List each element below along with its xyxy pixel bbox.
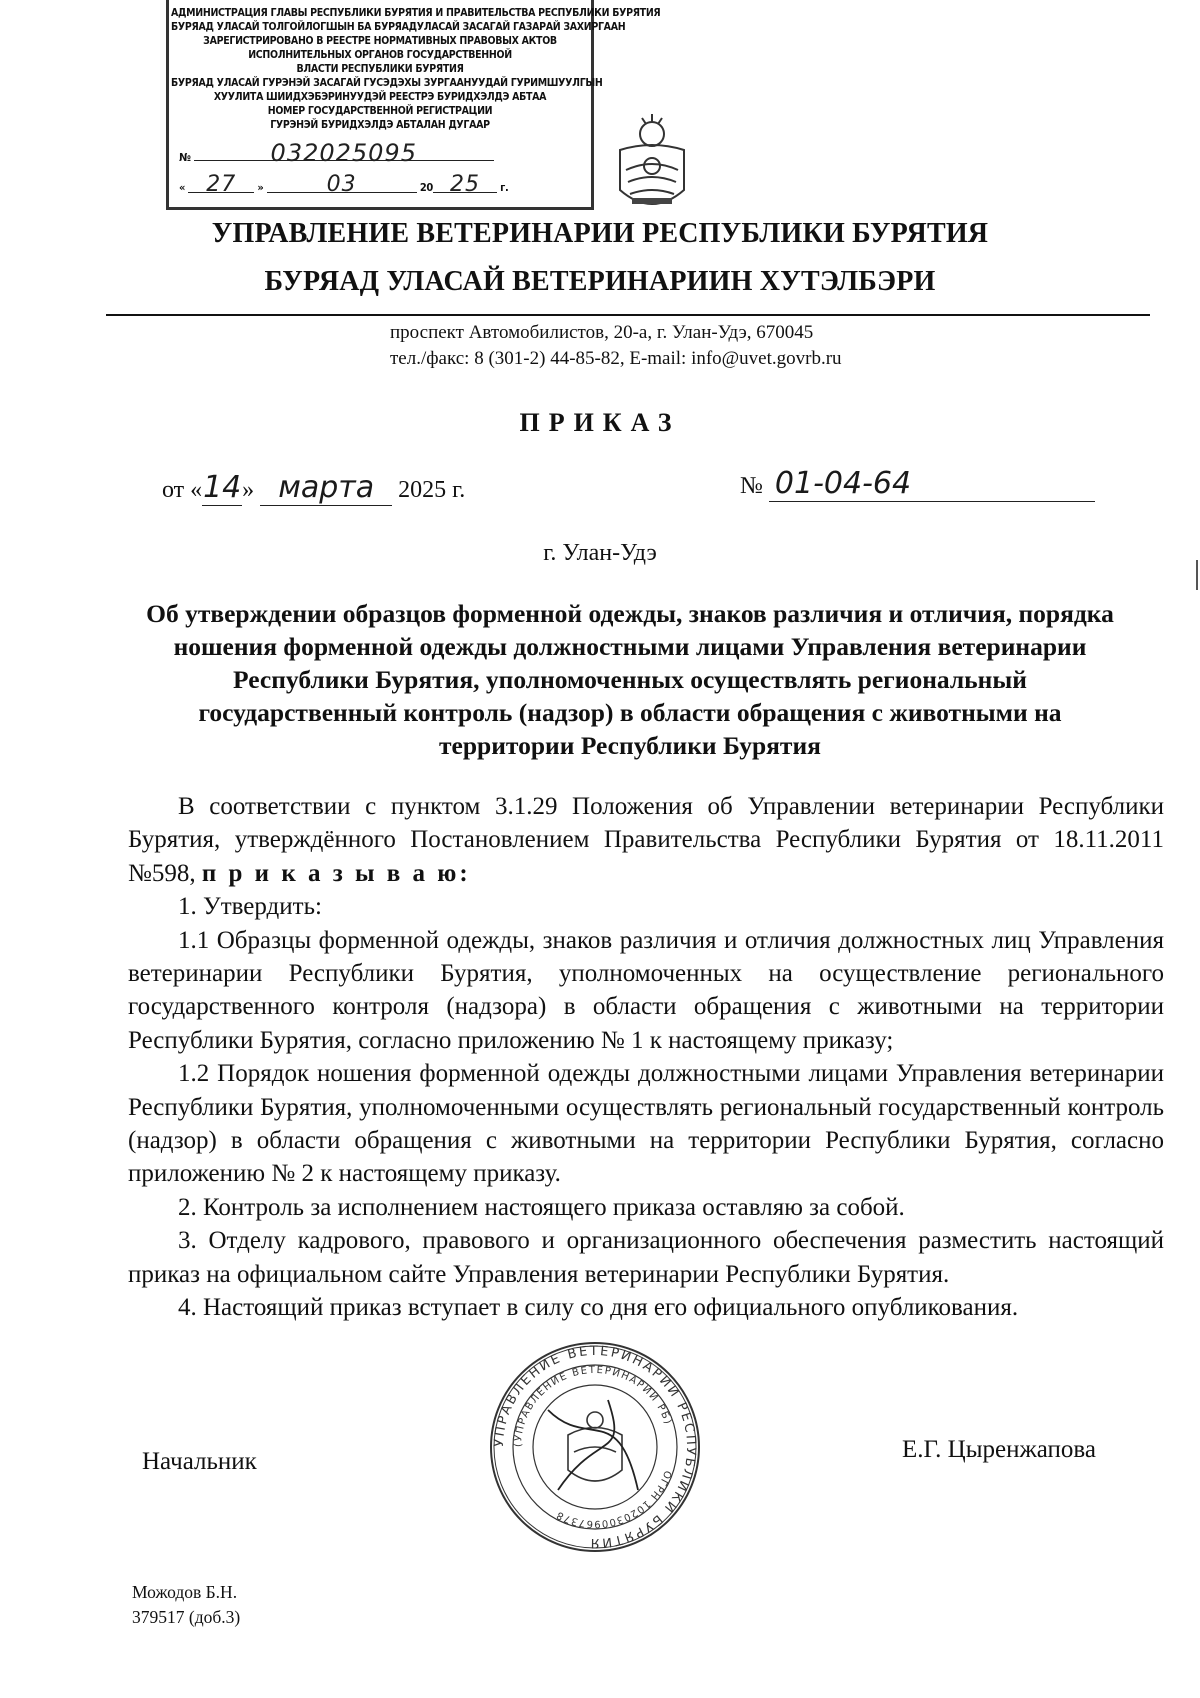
stamp-day: 27 [188,178,254,193]
executor-info [132,1580,240,1630]
document-body [128,790,1164,1325]
date-quote: » [242,477,255,503]
stamp-date-row [179,172,509,197]
stamp-line: ИСПОЛНИТЕЛЬНЫХ ОРГАНОВ ГОСУДАРСТВЕННОЙ [248,49,512,61]
coat-of-arms-icon [612,110,692,220]
stamp-line: ЗАРЕГИСТРИРОВАНО В РЕЕСТРЕ НОРМАТИВНЫХ ПРАВОВЫХ АКТОВ [203,35,557,47]
org-address: проспект Автомобилистов, 20-а, г. Улан-Удэ, 670045 [390,322,814,343]
org-contacts: тел./факс: 8 (301-2) 44-85-82, E-mail: info@uvet.govrb.ru [390,348,842,369]
stamp-year: 25 [433,178,497,193]
seal-inner-text: (УПРАВЛЕНИЕ ВЕТЕРИНАРИИ РБ) [512,1364,674,1448]
item-3: 3. Отделу кадрового, правового и организационного обеспечения разместить настоящий приказ на официальном сайте Управления ветеринарии Республики Бурятия. [128,1227,1164,1288]
stamp-line: ГУРЭНЭЙ БУРИДХЭЛДЭ АБТАЛАН ДУГААР [270,119,490,131]
stamp-year-unit: г. [500,181,509,194]
registration-stamp [166,0,661,210]
preamble [128,790,1164,890]
stamp-line: АДМИНИСТРАЦИЯ ГЛАВЫ РЕСПУБЛИКИ БУРЯТИЯ И ПРАВИТЕЛЬСТВА РЕСПУБЛИКИ БУРЯТИЯ [171,7,661,19]
date-year: 2025 г. [398,477,466,503]
order-date [162,470,465,506]
item-1-2: 1.2 Порядок ношения форменной одежды должностными лицами Управления ветеринарии Республики Бурятия, уполномоченными осуществлять региональный государственный контроль (надзор) в области обращения с животными на территории Республики Бурятия, согласно приложению № 2 к настоящему приказу. [128,1060,1164,1188]
stamp-date-quote: » [257,181,264,194]
item-4: 4. Настоящий приказ вступает в силу со дня его официального опубликования. [178,1294,1019,1322]
preamble-emphasis: п р и к а з ы в а ю: [201,859,471,887]
stamp-reg-number-row [179,139,494,167]
stamp-date-quote: « [179,181,186,194]
signature-stroke [548,1400,638,1490]
order-number [740,466,1095,502]
number-label: № [740,473,763,499]
date-month: марта [260,470,392,506]
official-seal [488,1340,702,1554]
stamp-reg-number: 032025095 [194,146,494,161]
scan-edge-mark [1196,560,1198,590]
stamp-line: БУРЯАД УЛАСАЙ ГУРЭНЭЙ ЗАСАГАЙ ГУСЭДЭХЫ ЗУРГААНУУДАЙ ГУРИМШУУЛГЫН [171,77,603,89]
stamp-line: НОМЕР ГОСУДАРСТВЕННОЙ РЕГИСТРАЦИИ [267,105,493,117]
signatory-position: Начальник [142,1448,257,1475]
stamp-number-sign: № [179,151,191,164]
document-subject: Об утверждении образцов форменной одежды, знаков различия и отличия, порядка ношения форменной одежды должностными лицами Управления ветеринарии Республики Бурятия, уполномоченных осуществлять региональный государственный контроль (надзор) в области обращения с животными на территории Республики Бурятия [146,599,1114,760]
stamp-month: 03 [267,178,417,193]
item-1-1: 1.1 Образцы форменной одежды, знаков различия и отличия должностных лиц Управления ветеринарии Республики Бурятия, уполномоченных на осуществление регионального государственного контроля (надзора) в области обращения с животными на территории Республики Бурятия, согласно приложению № 1 к настоящему приказу; [128,926,1164,1054]
preamble-text: В соответствии с пунктом 3.1.29 Положения об Управлении ветеринарии Республики Бурятия, утверждённого Постановлением Правительства Республики Бурятия от 18.11.2011 №598, [128,793,1164,887]
city: г. Улан-Удэ [543,540,657,566]
header-divider [106,314,1150,316]
stamp-line: БУРЯАД УЛАСАЙ ТОЛГОЙЛОГШЫН БА БУРЯАДУЛАСАЙ ЗАСАГАЙ ГАЗАРАЙ ЗАХИРГААН [171,21,626,33]
item-1: 1. Утвердить: [178,893,322,921]
date-day: 14 [203,470,242,505]
seal-ogrn-text: ОГРН 1020300967378 [554,1468,673,1530]
seal-outer-text: УПРАВЛЕНИЕ ВЕТЕРИНАРИИ РЕСПУБЛИКИ БУРЯТИЯ [491,1343,699,1551]
document-type: ПРИКАЗ [519,408,681,437]
executor-phone: 379517 (доб.3) [132,1607,241,1627]
stamp-line: ВЛАСТИ РЕСПУБЛИКИ БУРЯТИЯ [296,63,464,75]
item-2: 2. Контроль за исполнением настоящего приказа оставляю за собой. [178,1193,905,1221]
stamp-year-prefix: 20 [419,181,433,194]
stamp-line: ХУУЛИТА ШИИДХЭБЭРИНУУДЭЙ РЕЕСТРЭ БУРИДХЭЛДЭ АБТАА [213,91,547,103]
signatory-name: Е.Г. Цыренжапова [902,1436,1096,1463]
number-value: 01-04-64 [769,466,1095,502]
org-name-ru: УПРАВЛЕНИЕ ВЕТЕРИНАРИИ РЕСПУБЛИКИ БУРЯТИЯ [211,218,989,249]
org-name-bua: БУРЯАД УЛАСАЙ ВЕТЕРИНАРИИН ХУТЭЛБЭРИ [264,266,936,297]
date-prefix: от « [162,477,203,503]
executor-name: Можодов Б.Н. [132,1582,238,1602]
